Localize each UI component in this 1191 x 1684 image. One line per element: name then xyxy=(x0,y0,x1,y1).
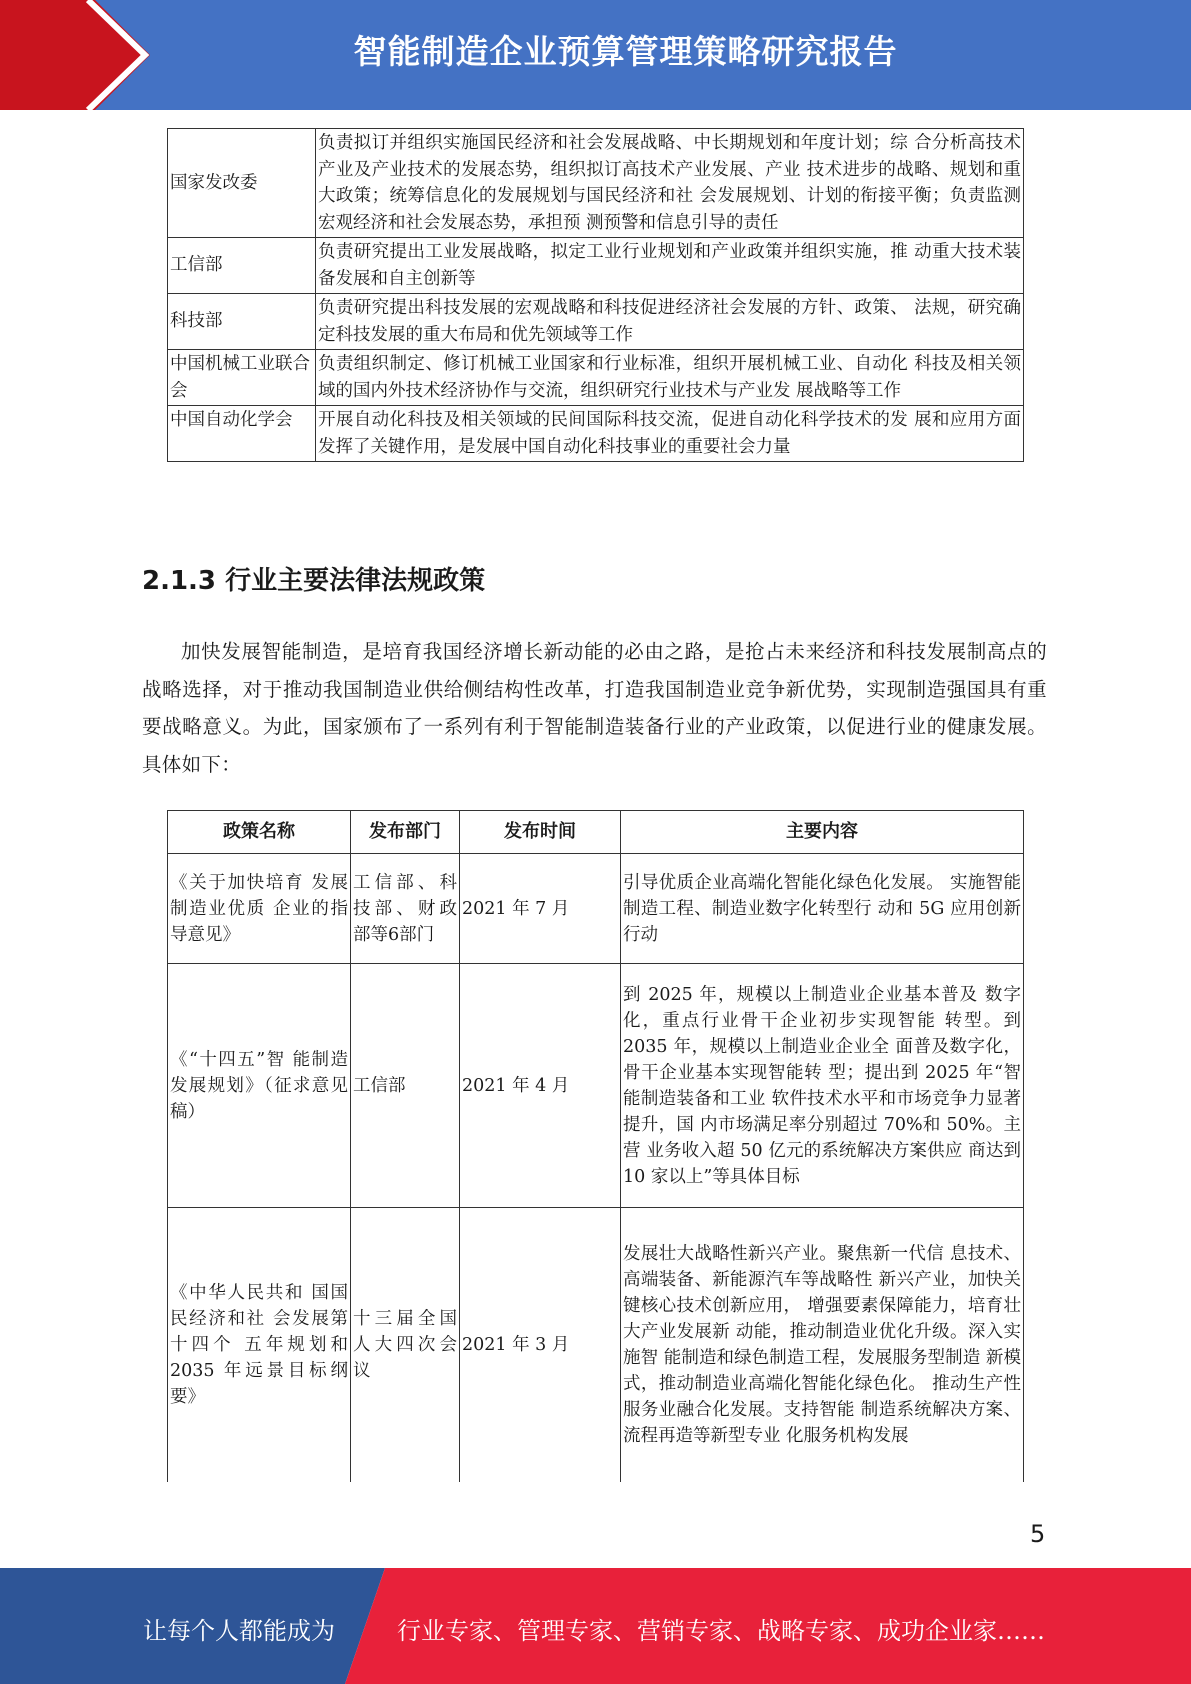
policy-dept: 十三届全国人大四次会议 xyxy=(351,1208,460,1482)
policy-dept: 工信部 xyxy=(351,964,460,1208)
policy-table xyxy=(167,810,1024,1482)
table-row xyxy=(168,129,1024,238)
policy-dept xyxy=(351,854,460,964)
column-header-content: 主要内容 xyxy=(621,811,1024,854)
policy-date: 2021 年 7 月 xyxy=(460,854,621,964)
policy-content: 发展壮大战略性新兴产业。聚焦新一代信 息技术、高端装备、新能源汽车等战略性 新兴产业，加快关键核心技术创新应用， 增强要素保障能力，培育壮大产业发展新 动能，推动制造业优化升级。深入实施智 能制造和绿色制造工程，发展服务型制造 新模式，推动制造业高端化智能化绿色化。 推动生产性服务业融合化发展。支持智能 制造系统解决方案、流程再造等新型专业 化服务机构发展 xyxy=(621,1208,1024,1482)
column-header-dept: 发布部门 xyxy=(351,811,460,854)
dept-name: 国家发改委 xyxy=(168,129,316,238)
policy-name: 《“十四五”智 能制造发展规划》（征求意见稿） xyxy=(168,964,351,1208)
page-number: 5 xyxy=(1030,1520,1046,1548)
dept-duty: 负责组织制定、修订机械工业国家和行业标准，组织开展机械工业、自动化 科技及相关领域的国内外技术经济协作与交流，组织研究行业技术与产业发 展战略等工作 xyxy=(316,350,1024,406)
department-table xyxy=(167,128,1024,462)
policy-content: 到 2025 年，规模以上制造业企业基本普及 数字化，重点行业骨干企业初步实现智能 转型。到 2035 年，规模以上制造业企业全 面普及数字化，骨干企业基本实现智能转 型；提出到 2025 年“智能制造装备和工业 软件技术水平和市场竞争力显著提升，国 内市场满足率分别超过 70%和 50%。主营 业务收入超 50 亿元的系统解决方案供应 商达到 10 家以上”等具体目标 xyxy=(621,964,1024,1208)
table-header-row xyxy=(168,811,1024,854)
column-header-name: 政策名称 xyxy=(168,811,351,854)
table-row xyxy=(168,350,1024,406)
policy-name: 《中华人民共和 国国民经济和社 会发展第十四个 五年规划和 2035 年远景目标纲要》 xyxy=(168,1208,351,1482)
page-header xyxy=(0,0,1191,110)
table-row xyxy=(168,1208,1024,1482)
dept-name: 科技部 xyxy=(168,294,316,350)
dept-duty: 负责研究提出科技发展的宏观战略和科技促进经济社会发展的方针、政策、 法规，研究确定科技发展的重大布局和优先领域等工作 xyxy=(316,294,1024,350)
section-heading: 2.1.3 行业主要法律法规政策 xyxy=(142,566,486,596)
policy-dept-text: 工信部、科技部、财政部等6部门 xyxy=(353,872,457,945)
dept-duty: 负责研究提出工业发展战略，拟定工业行业规划和产业政策并组织实施，推 动重大技术装备发展和自主创新等 xyxy=(316,238,1024,294)
table-row xyxy=(168,406,1024,462)
table-row xyxy=(168,854,1024,964)
policy-content: 引导优质企业高端化智能化绿色化发展。 实施智能制造工程、制造业数字化转型行 动和 5G 应用创新行动 xyxy=(621,854,1024,964)
table-row xyxy=(168,964,1024,1208)
body-paragraph: 加快发展智能制造，是培育我国经济增长新动能的必由之路，是抢占未来经济和科技发展制高点的战略选择，对于推动我国制造业供给侧结构性改革，打造我国制造业竞争新优势，实现制造强国具有重要战略意义。为此，国家颁布了一系列有利于智能制造装备行业的产业政策，以促进行业的健康发展。具体如下： xyxy=(142,640,1047,776)
table-row xyxy=(168,238,1024,294)
footer-slogan-left: 让每个人都能成为 xyxy=(143,1617,335,1645)
dept-name: 中国自动化学会 xyxy=(168,406,316,462)
table-row xyxy=(168,294,1024,350)
dept-duty: 负责拟订并组织实施国民经济和社会发展战略、中长期规划和年度计划；综 合分析高技术产业及产业技术的发展态势，组织拟订高技术产业发展、产业 技术进步的战略、规划和重大政策；统筹信息化的发展规划与国民经济和社 会发展规划、计划的衔接平衡；负责监测宏观经济和社会发展态势，承担预 测预警和信息引导的责任 xyxy=(316,129,1024,238)
policy-name: 《关于加快培育 发展制造业优质 企业的指导意见》 xyxy=(168,854,351,964)
document-title: 智能制造企业预算管理策略研究报告 xyxy=(353,32,898,71)
dept-name: 中国机械工业联合会 xyxy=(168,350,316,406)
dept-duty: 开展自动化科技及相关领域的民间国际科技交流，促进自动化科学技术的发 展和应用方面发挥了关键作用，是发展中国自动化科技事业的重要社会力量 xyxy=(316,406,1024,462)
page-footer xyxy=(0,1568,1191,1684)
footer-slogan-right: 行业专家、管理专家、营销专家、战略专家、成功企业家…… xyxy=(397,1617,1045,1645)
policy-date: 2021 年 3 月 xyxy=(460,1208,621,1482)
policy-date: 2021 年 4 月 xyxy=(460,964,621,1208)
column-header-date: 发布时间 xyxy=(460,811,621,854)
dept-name: 工信部 xyxy=(168,238,316,294)
